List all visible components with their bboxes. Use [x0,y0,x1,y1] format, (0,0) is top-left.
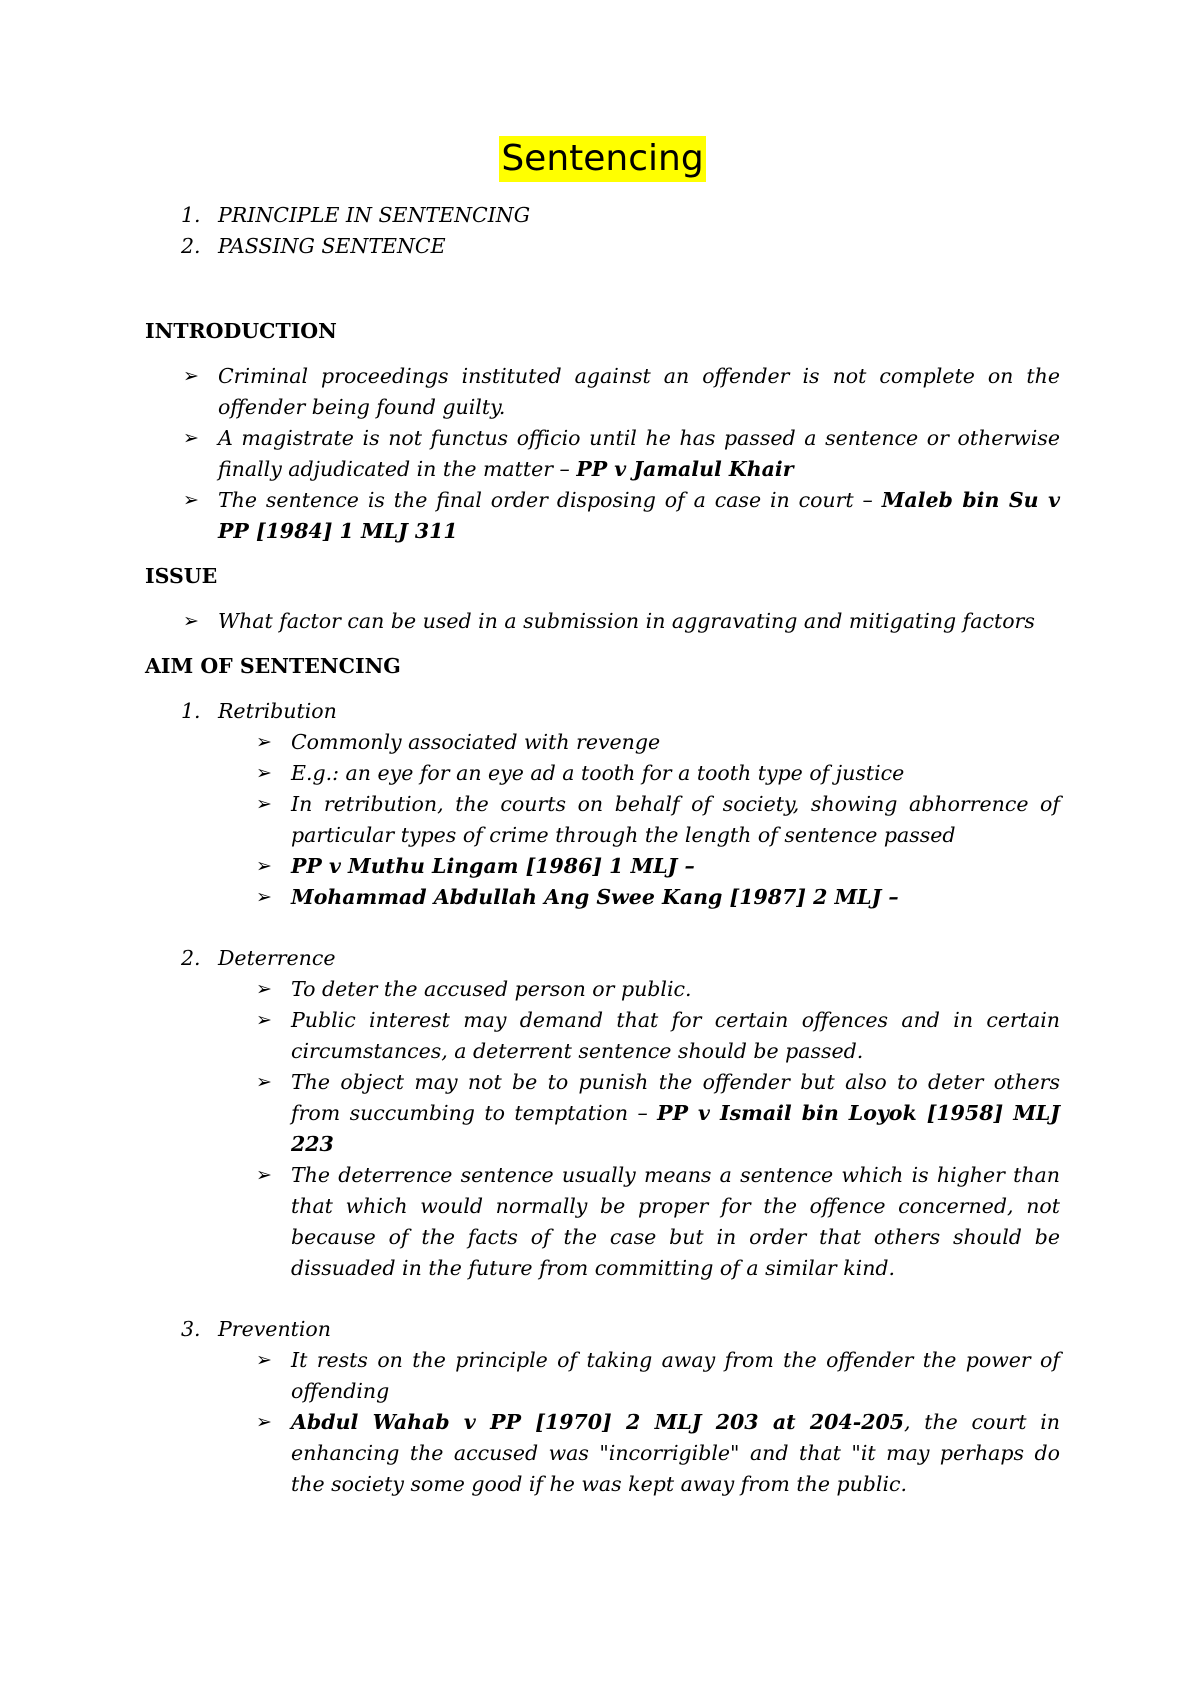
issue-list [145,606,1060,637]
case-citation: Mohammad Abdullah Ang Swee Kang [1987] 2 MLJ – [291,885,899,909]
list-item [145,1407,1060,1500]
toc-item [145,200,1060,231]
item-text: The object may not be to punish the offender but also to deter others from succumbing to temptation – [291,1070,1060,1125]
arrow-bullet-icon: ➢ [256,731,272,753]
arrow-bullet-icon: ➢ [183,610,199,632]
item-text: The sentence is the final order disposing of a case in court – [218,488,882,512]
arrow-bullet-icon: ➢ [256,1009,272,1031]
arrow-bullet-icon: ➢ [256,886,272,908]
arrow-bullet-icon: ➢ [183,489,199,511]
arrow-bullet-icon: ➢ [256,1411,272,1433]
list-item [145,1005,1060,1067]
aim-number: 1. [181,699,201,723]
introduction-heading: INTRODUCTION [145,319,337,343]
item-text: Commonly associated with revenge [291,730,661,754]
arrow-bullet-icon: ➢ [256,1349,272,1371]
case-citation: PP v Jamalul Khair [576,457,794,481]
arrow-bullet-icon: ➢ [256,1164,272,1186]
list-item [145,974,1060,1005]
aim-number: 2. [181,946,201,970]
item-text: What factor can be used in a submission in aggravating and mitigating factors [218,609,1035,633]
aim-label: Prevention [218,1317,331,1341]
list-item [145,882,1060,913]
list-item [145,1160,1060,1284]
toc-number: 2. [181,234,201,258]
list-item [145,606,1060,637]
aim-number: 3. [181,1317,201,1341]
list-item [145,758,1060,789]
aim-prevention [145,1314,1060,1345]
aim-heading: AIM OF SENTENCING [145,654,401,678]
toc-label: PASSING SENTENCE [218,234,446,258]
item-text: Criminal proceedings instituted against an offender is not complete on the offender being found guilty. [218,364,1060,419]
issue-heading: ISSUE [145,564,218,588]
item-text: In retribution, the courts on behalf of society, showing abhorrence of particular types of crime through the length of sentence passed [291,792,1060,847]
list-item [145,1067,1060,1160]
title-wrap [145,136,1060,182]
aim-label: Retribution [218,699,337,723]
list-item [145,851,1060,882]
arrow-bullet-icon: ➢ [256,855,272,877]
arrow-bullet-icon: ➢ [256,793,272,815]
arrow-bullet-icon: ➢ [256,978,272,1000]
introduction-list [145,361,1060,547]
case-citation: PP v Ismail bin Loyok [1958] MLJ 223 [291,1101,1060,1156]
prevention-list [145,1345,1060,1500]
arrow-bullet-icon: ➢ [183,365,199,387]
item-text: , the court in enhancing the accused was "incorrigible" and that "it may perhaps do the society some good if he was kept away from the public. [291,1410,1060,1496]
item-text: The deterrence sentence usually means a sentence which is higher than that which would normally be proper for the offence concerned, not because of the facts of the case but in order that others should be dissuaded in the future from committing of a similar kind. [291,1163,1060,1280]
list-item [145,361,1060,423]
aim-deterrence [145,943,1060,974]
arrow-bullet-icon: ➢ [256,762,272,784]
item-text: E.g.: an eye for an eye ad a tooth for a tooth type of justice [291,761,905,785]
list-item [145,1345,1060,1407]
case-citation: PP v Muthu Lingam [1986] 1 MLJ – [291,854,695,878]
case-citation: Maleb bin Su v PP [1984] 1 MLJ 311 [218,488,1060,543]
toc-label: PRINCIPLE IN SENTENCING [218,203,531,227]
deterrence-list [145,974,1060,1284]
case-citation: Abdul Wahab v PP [1970] 2 MLJ 203 at 204-205 [291,1410,905,1434]
arrow-bullet-icon: ➢ [256,1071,272,1093]
toc-list [145,200,1060,262]
list-item [145,423,1060,485]
item-text: Public interest may demand that for certain offences and in certain circumstances, a deterrent sentence should be passed. [291,1008,1060,1063]
item-text: A magistrate is not functus officio until he has passed a sentence or otherwise finally adjudicated in the matter – [218,426,1060,481]
aim-retribution [145,696,1060,727]
list-item [145,789,1060,851]
arrow-bullet-icon: ➢ [183,427,199,449]
item-text: To deter the accused person or public. [291,977,692,1001]
retribution-list [145,727,1060,913]
toc-item [145,231,1060,262]
document-title: Sentencing [499,136,705,182]
item-text: It rests on the principle of taking away from the offender the power of offending [291,1348,1060,1403]
list-item [145,727,1060,758]
list-item [145,485,1060,547]
toc-number: 1. [181,203,201,227]
aim-label: Deterrence [218,946,336,970]
